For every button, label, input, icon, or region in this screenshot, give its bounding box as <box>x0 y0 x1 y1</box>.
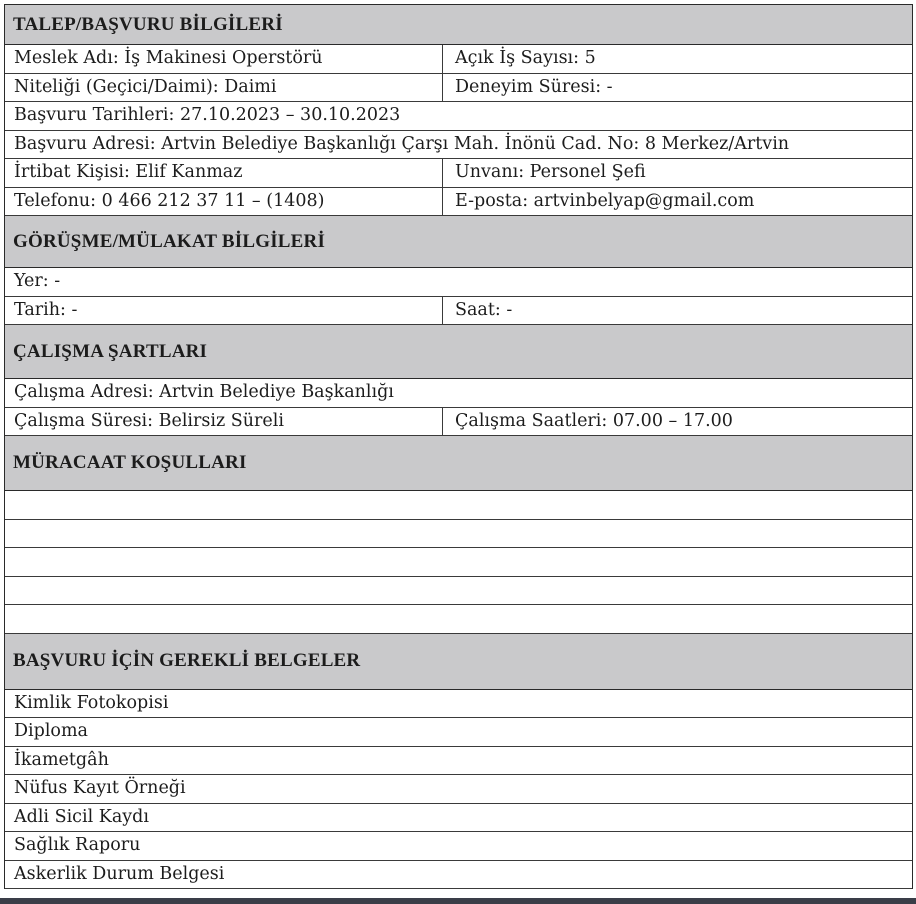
table-row <box>5 74 912 103</box>
tarih-field: Tarih: - <box>5 297 443 325</box>
telefon-field: Telefonu: 0 466 212 37 11 – (1408) <box>5 188 443 216</box>
section-header-talep <box>5 5 912 45</box>
belge-item: Diploma <box>14 721 88 741</box>
table-row <box>5 131 912 160</box>
nitelik-field: Niteliği (Geçici/Daimi): Daimi <box>5 74 443 102</box>
table-row <box>5 408 912 437</box>
blank-row <box>5 520 912 549</box>
table-row <box>5 188 912 217</box>
calisma-saatleri-field: Çalışma Saatleri: 07.00 – 17.00 <box>455 410 733 431</box>
table-row <box>5 45 912 74</box>
section-title: TALEP/BAŞVURU BİLGİLERİ <box>13 13 283 35</box>
section-header-gorusme <box>5 216 912 268</box>
meslek-field: Meslek Adı: İş Makinesi Operstörü <box>5 45 443 73</box>
section-title: GÖRÜŞME/MÜLAKAT BİLGİLERİ <box>13 230 326 252</box>
table-row <box>5 379 912 408</box>
blank-row <box>5 548 912 577</box>
eposta-field: E-posta: artvinbelyap@gmail.com <box>455 190 755 211</box>
section-header-belgeler <box>5 634 912 690</box>
list-item <box>5 804 912 833</box>
section-title: MÜRACAAT KOŞULLARI <box>13 452 247 473</box>
application-form <box>4 4 913 889</box>
belge-item: Sağlık Raporu <box>14 835 141 855</box>
list-item <box>5 861 912 890</box>
blank-row <box>5 491 912 520</box>
table-row <box>5 159 912 188</box>
list-item <box>5 718 912 747</box>
calisma-adresi-field: Çalışma Adresi: Artvin Belediye Başkanlığı <box>14 382 394 402</box>
list-item <box>5 747 912 776</box>
basvuru-adresi-field: Başvuru Adresi: Artvin Belediye Başkanlığı Çarşı Mah. İnönü Cad. No: 8 Merkez/Artvin <box>14 133 790 154</box>
unvan-field: Unvanı: Personel Şefi <box>455 162 646 182</box>
section-header-muracaat <box>5 436 912 491</box>
list-item <box>5 775 912 804</box>
table-row <box>5 102 912 131</box>
acik-is-field: Açık İş Sayısı: 5 <box>455 48 596 68</box>
section-title: ÇALIŞMA ŞARTLARI <box>13 340 208 362</box>
table-row <box>5 297 912 326</box>
deneyim-field: Deneyim Süresi: - <box>455 76 613 97</box>
belge-item: Nüfus Kayıt Örneği <box>14 778 186 798</box>
belge-item: Askerlik Durum Belgesi <box>14 863 225 884</box>
blank-row <box>5 605 912 634</box>
yer-field: Yer: - <box>14 271 61 291</box>
section-title: BAŞVURU İÇİN GEREKLİ BELGELER <box>13 650 361 671</box>
table-row <box>5 268 912 297</box>
belge-item: Adli Sicil Kaydı <box>14 806 149 827</box>
belge-item: İkametgâh <box>14 749 109 770</box>
calisma-suresi-field: Çalışma Süresi: Belirsiz Süreli <box>5 408 443 436</box>
blank-row <box>5 577 912 606</box>
belge-item: Kimlik Fotokopisi <box>14 692 169 713</box>
irtibat-field: İrtibat Kişisi: Elif Kanmaz <box>5 159 443 187</box>
saat-field: Saat: - <box>455 299 513 320</box>
basvuru-tarihleri-field: Başvuru Tarihleri: 27.10.2023 – 30.10.2023 <box>14 105 401 125</box>
list-item <box>5 690 912 719</box>
list-item <box>5 832 912 861</box>
page-bottom-edge <box>0 898 916 904</box>
section-header-calisma <box>5 325 912 379</box>
